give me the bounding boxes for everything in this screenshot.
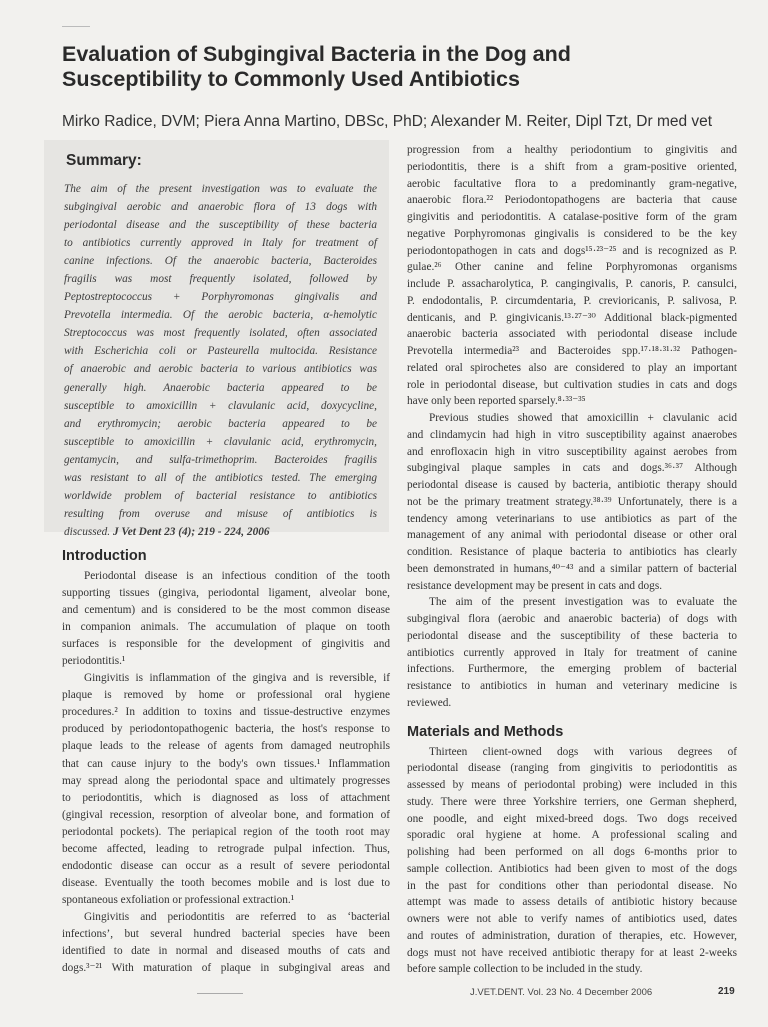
- intro-line: Periodontal disease is an infectious condition of the tooth: [84, 570, 390, 582]
- journal-citation: J Vet Dent 23 (4); 219 - 224, 2006: [112, 525, 270, 538]
- intro-line: periodontal pockets). The periapical region of the tooth root may: [62, 825, 390, 838]
- intro-line: plaque is removed by home or professional oral hygiene: [62, 689, 390, 702]
- summary-line: of anaerobic and aerobic bacteria to various antibiotics was: [64, 363, 377, 376]
- introduction-text: [62, 568, 390, 977]
- body-line: infections. Furthermore, the emerging problem of bacterial: [407, 663, 737, 676]
- intro-line: that can cause injury to the body's own tissues.¹ Inflammation: [62, 757, 390, 770]
- title-line-1: Evaluation of Subgingival Bacteria in the Dog and: [62, 42, 571, 66]
- left-column: [62, 548, 390, 977]
- body-line: related oral spirochetes also are considered to play an important: [407, 361, 737, 374]
- methods-line: polishing had been performed on all dogs 6-months prior to: [407, 846, 737, 858]
- summary-line: and erythromycin; aerobic bacteria appeared to be: [64, 417, 377, 430]
- author-list: Mirko Radice, DVM; Piera Anna Martino, DBSc, PhD; Alexander M. Reiter, Dipl Tzt, Dr med vet: [62, 113, 713, 130]
- body-line: periodontal disease and the susceptibility of these bacteria to: [407, 629, 737, 642]
- body-line: have only been reported sparsely.⁸·³³⁻³⁵: [407, 395, 586, 408]
- summary-line: susceptible to amoxicillin + clavulanic acid, doxycycline,: [64, 399, 377, 412]
- summary-heading: Summary:: [66, 152, 142, 169]
- body-line: periodontitis, there is a shift from a gram-positive oriented,: [407, 160, 737, 173]
- body-line: aerobic facultative flora to a predominantly gram-negative,: [407, 177, 737, 190]
- intro-line: plaque leads to the release of agents from damaged neutrophils: [62, 740, 390, 753]
- body-line: subgingival flora (aerobic and anaerobic bacteria) of dogs with: [407, 613, 737, 625]
- body-line: resistance development may be present in cats and dogs.: [407, 579, 663, 592]
- methods-line: sporadic oral hygiene at home. A professional scaling and: [407, 829, 737, 842]
- body-line: and clindamycin had high in vitro susceptibility against anaerobes: [407, 428, 737, 441]
- body-line: The aim of the present investigation was to evaluate the: [429, 596, 737, 609]
- body-line: P. endodontalis, P. circumdentaria, P. crevioricanis, P. salivosa, P.: [407, 294, 737, 307]
- body-line: management of any animal with periodontal disease or other oral: [407, 529, 737, 542]
- intro-line: identified to date in normal and diseased mouths of cats and: [62, 945, 390, 958]
- summary-line: resulting from overuse and misuse of antibiotics is: [64, 507, 377, 520]
- summary-line: susceptible to amoxicillin + clavulanic acid, erythromycin,: [64, 435, 377, 448]
- materials-methods-text: [407, 744, 737, 979]
- intro-line: (gingival recession, resorption of alveolar bone, and formation of: [62, 808, 390, 821]
- body-line: gulae.²⁶ Other canine and feline Porphyromonas organisms: [407, 261, 737, 274]
- summary-line: Streptococcus was most frequently isolated, often associated: [64, 327, 377, 340]
- summary-line: worldwide problem of bacterial resistance to antibiotics: [64, 489, 377, 502]
- summary-last-line: [64, 523, 377, 541]
- body-line: Prevotella intermedia²³ and Bacteroides spp.¹⁷·¹⁸·³¹·³² Pathogen-: [407, 345, 737, 357]
- body-line: role in periodontal disease, but cultivation studies in cats and dogs: [407, 378, 737, 391]
- body-line: and enrofloxacin high in vitro susceptibility against aerobes from: [407, 445, 737, 458]
- intro-line: procedures.² In addition to toxins and tissue-destructive enzymes: [62, 706, 390, 719]
- methods-line: assessed by means of periodontal probing) were included in this: [407, 779, 737, 791]
- title-line-2: Susceptibility to Commonly Used Antibiotics: [62, 67, 520, 91]
- methods-line: and routes of administration, duration of therapies, etc. However,: [407, 929, 737, 942]
- body-line: antibiotics currently approved in Italy for treatment of canine: [407, 646, 737, 659]
- intro-line: periodontitis.¹: [62, 655, 126, 668]
- summary-text: [64, 180, 377, 541]
- methods-line: dogs must not have received antibiotic therapy for at least 2-weeks: [407, 946, 737, 959]
- page-number: 219: [718, 986, 735, 997]
- introduction-heading: Introduction: [62, 548, 147, 564]
- methods-line: sample collection. Antibiotics had been given to most of the dogs: [407, 862, 737, 875]
- intro-line: produced by periodontopathogenic bacteria, the host's response to: [62, 723, 390, 736]
- intro-line: Gingivitis is inflammation of the gingiva and is reversible, if: [84, 672, 390, 685]
- body-line: tendency among veterinarians to use antibiotics as part of the: [407, 512, 737, 525]
- body-line: include P. assacharolytica, P. cangingivalis, P. canoris, P. cansulci,: [407, 278, 737, 290]
- intro-line: may spread along the periodontal space and ultimately progresses: [62, 774, 390, 787]
- summary-line: Prevotella intermedia. Of the aerobic bacteria, α-hemolytic: [64, 309, 377, 322]
- summary-line: The aim of the present investigation was to evaluate the: [64, 183, 377, 195]
- intro-line: surfaces is responsible for the development of gingivitis and: [62, 638, 390, 651]
- body-line: negative Porphyromonas gingivalis is considered to be the key: [407, 227, 737, 240]
- summary-line: gentamycin, and sulfa-trimethoprim. Bacteroides fragilis: [64, 453, 377, 466]
- methods-line: in the past for conditions other than periodontal disease. No: [407, 879, 737, 892]
- body-line: progression from a healthy periodontium to gingivitis and: [407, 144, 737, 156]
- methods-line: attempt was made to assess details of antibiotic history because: [407, 896, 737, 909]
- intro-line: and cementum) and is considered to be the most common disease: [62, 604, 390, 617]
- article-title: [62, 42, 722, 92]
- body-line: denticanis, and P. gingivicanis.¹³·²⁷⁻³⁰ Additional black-pigmented: [407, 311, 737, 324]
- methods-line: owners were not able to verify names of antibiotics used, dates: [407, 913, 737, 925]
- body-line: periodontopathogen in cats and dogs¹⁵·²³⁻²⁵ and is recognized as P.: [407, 244, 737, 257]
- intro-line: become affected, leading to retrograde pulpal infection. Thus,: [62, 842, 390, 855]
- body-line: reviewed.: [407, 696, 452, 709]
- methods-line: one poodle, and eight mixed-breed dogs. Two dogs received: [407, 812, 737, 825]
- intro-line: to periodontitis, which is diagnosed as loss of attachment: [62, 791, 390, 804]
- footer-rule: [197, 993, 243, 994]
- summary-line: generally high. Anaerobic bacteria appeared to be: [64, 381, 377, 394]
- methods-line: study. There were three Yorkshire terriers, one German shepherd,: [407, 795, 737, 808]
- methods-line: periodontal disease (ranging from gingivitis to periodontitis as: [407, 762, 737, 775]
- body-line: resistance to antibiotics in human and veterinary medicine is: [407, 680, 737, 692]
- summary-line: with Escherichia coli or Pasteurella multocida. Resistance: [64, 345, 377, 358]
- intro-line: endodontic disease can occur as a result of severe periodontal: [62, 859, 390, 872]
- intro-line: supporting tissues (gingiva, periodontal ligament, alveolar bone,: [62, 587, 390, 600]
- summary-line: fragilis was most frequently isolated, followed by: [64, 273, 377, 286]
- right-column: [407, 142, 737, 978]
- intro-line: spontaneous exfoliation or professional extraction.¹: [62, 893, 295, 906]
- body-line: Previous studies showed that amoxicillin + clavulanic acid: [429, 412, 737, 424]
- journal-footer: J.VET.DENT. Vol. 23 No. 4 December 2006: [470, 987, 653, 998]
- summary-line: periodontal disease and the susceptibility of these bacteria: [64, 219, 377, 232]
- top-rule: [62, 26, 90, 27]
- intro-line: disease. Eventually the tooth becomes mobile and is lost due to: [62, 876, 390, 889]
- methods-line: before sample collection to be included in the study.: [407, 963, 643, 976]
- body-line: periodontal disease is caused by bacteria, antibiotic therapy should: [407, 479, 737, 491]
- intro-line: dogs.³⁻²¹ With maturation of plaque in subgingival areas and: [62, 962, 390, 975]
- body-line: been demonstrated in humans,⁴⁰⁻⁴³ and a similar pattern of bacterial: [407, 562, 737, 575]
- summary-line: Peptostreptococcus + Porphyromonas gingivalis and: [64, 291, 377, 304]
- right-column-text: [407, 142, 737, 712]
- body-line: anaerobic bacteria associated with periodontal disease include: [407, 328, 737, 341]
- summary-last-text: discussed.: [64, 525, 113, 538]
- body-line: condition. Resistance of plaque bacteria to antibiotics has clearly: [407, 546, 737, 558]
- summary-line: was resistant to all of the antibiotics tested. The emerging: [64, 471, 377, 484]
- body-line: gingivitis and periodontitis. A catalase-positive form of the gram: [407, 211, 737, 223]
- intro-line: in companion animals. The accumulation of plaque on tooth: [62, 621, 390, 634]
- intro-line: Gingivitis and periodontitis are referred to as ‘bacterial: [84, 910, 390, 923]
- methods-line: Thirteen client-owned dogs with various degrees of: [429, 745, 737, 758]
- body-line: subgingival plaque samples in cats and dogs.³⁶·³⁷ Although: [407, 462, 737, 475]
- intro-line: infections’, but several hundred bacterial species have been: [62, 927, 390, 940]
- summary-line: to antibiotics currently approved in Italy for treatment of: [64, 237, 377, 250]
- materials-methods-heading: Materials and Methods: [407, 723, 564, 740]
- body-line: not be the primary treatment strategy.³⁸·³⁹ Unfortunately, there is a: [407, 495, 737, 508]
- summary-line: canine infections. Of the anaerobic bacteria, Bacteroides: [64, 255, 377, 268]
- body-line: anaerobic flora.²² Periodontopathogens are bacteria that cause: [407, 194, 737, 207]
- summary-line: subgingival aerobic and anaerobic flora of 13 dogs with: [64, 201, 377, 214]
